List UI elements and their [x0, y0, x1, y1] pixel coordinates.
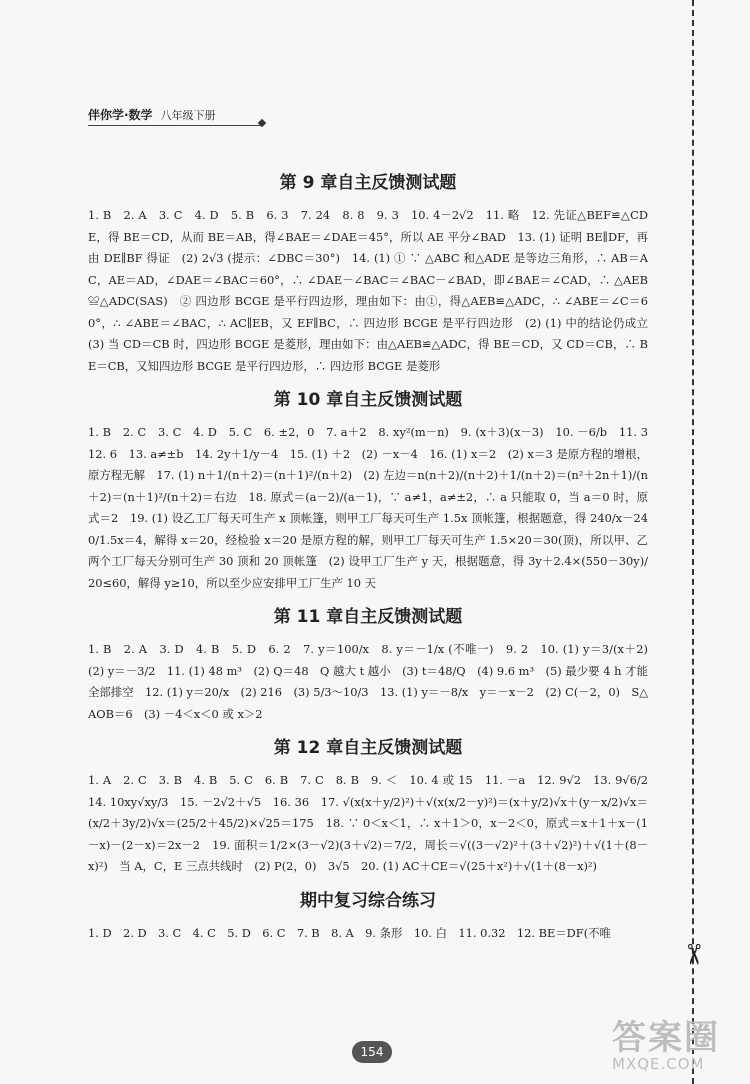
scissors-icon: ✂ [677, 942, 711, 967]
section-chapter-12 [88, 733, 660, 878]
watermark-line2: MXQE.COM [612, 1055, 705, 1073]
section-title: 第 10 章自主反馈测试题 [273, 390, 463, 410]
section-title: 第 12 章自主反馈测试题 [273, 738, 463, 758]
section-answers: 1. A 2. C 3. B 4. B 5. C 6. B 7. C 8. B 9. ＜ 10. 4 或 15 11. －a 12. 9√2 13. 9√6/2 14. 10xy√xy/3 15. －2√2＋√5 16. 36 17. √(x(x＋y/2)²)＋√(x(x/2－y)²)＝(x＋y/2)√x＋(y－x/2)√x＝(x/2＋3y/2)√x＝(25/2＋45/2)×√25＝175 18. ∵ 0＜x＜1，∴ x＋1＞0，x－2＜0，原式＝x＋1＋x－(1－x)－(2－x)＝2x－2 19. 面积＝1/2×(3－√2)(3＋√2)＝7/2，周长＝√((3－√2)²＋(3＋√2)²)＋√(1＋(8－x)²) 当 A，C，E 三点共线时 (2) P(2，0) 3√5 20. (1) AC＋CE＝√(25＋x²)＋√(1＋(8－x)²) [88, 773, 660, 873]
book-brand: 伴你学·数学 [88, 108, 153, 122]
section-chapter-9 [88, 168, 660, 377]
header-rule [88, 125, 263, 126]
section-midterm-review [88, 886, 648, 945]
section-answers: 1. B 2. C 3. C 4. D 5. C 6. ±2，0 7. a＋2 8. xy²(m－n) 9. (x＋3)(x－3) 10. －6/b 11. 3 12. 6 13. a≠±b 14. 2y＋1/y－4 15. (1) ＋2 (2) －x－4 16. (1) x＝2 (2) x＝3 是原方程的增根，原方程无解 17. (1) n＋1/(n＋2)＝(n＋1)²/(n＋2) (2) 左边＝n(n＋2)/(n＋2)＋1/(n＋2)＝(n²＋2n＋1)/(n＋2)＝(n＋1)²/(n＋2)＝右边 18. 原式＝(a－2)/(a－1)，∵ a≠1，a≠±2，∴ a 只能取 0，当 a＝0 时，原式＝2 19. (1) 设乙工厂每天可生产 x 顶帐篷，则甲工厂每天可生产 1.5x 顶帐篷，根据题意，得 240/x－240/1.5x＝4，解得 x＝20，经检验 x＝20 是原方程的解，则甲工厂每天可生产 1.5×20＝30(顶)，所以甲、乙两个工厂每天分别可生产 30 顶和 20 顶帐篷 (2) 设甲工厂生产 y 天，根据题意，得 3y＋2.4×(550－30y)/20≤60，解得 y≥10，所以至少应安排甲工厂生产 10 天 [88, 425, 660, 590]
section-title: 期中复习综合练习 [300, 890, 436, 911]
section-answers: 1. D 2. D 3. C 4. C 5. D 6. C 7. B 8. A 9. 条形 10. 白 11. 0.32 12. BE＝DF(不唯 [88, 925, 611, 940]
section-chapter-10 [88, 385, 660, 594]
section-title: 第 9 章自主反馈测试题 [279, 173, 457, 193]
page-header [88, 106, 263, 123]
section-answers: 1. B 2. A 3. D 4. B 5. D 6. 2 7. y＝100/x 8. y＝－1/x (不唯一) 9. 2 10. (1) y＝3/(x＋2) (2) y＝－3/2 11. (1) 48 m³ (2) Q＝48 Q 越大 t 越小 (3) t＝48/Q (4) 9.6 m³ (5) 最少要 4 h 才能全部排空 12. (1) y＝20/x (2) 216 (3) 5/3～10/3 13. (1) y＝－8/x y＝－x－2 (2) C(－2，0) S△AOB＝6 (3) －4＜x＜0 或 x＞2 [88, 642, 660, 721]
watermark-logo [612, 1010, 742, 1080]
book-grade: 八年级下册 [160, 109, 216, 122]
answer-content [88, 160, 660, 948]
watermark-line1: 答案圈 [612, 1018, 720, 1058]
section-title: 第 11 章自主反馈测试题 [273, 607, 463, 627]
page-number: 154 [352, 1041, 392, 1063]
section-chapter-11 [88, 602, 660, 725]
cut-line [692, 0, 694, 1084]
section-answers: 1. B 2. A 3. C 4. D 5. B 6. 3 7. 24 8. 8 9. 3 10. 4－2√2 11. 略 12. 先证△BEF≌△CDE，得 BE＝CD，从而 BE＝AB，得∠BAE＝∠DAE＝45°，所以 AE 平分∠BAD 13. (1) 证明 BE∥DF，再由 DE∥BF 得证 (2) 2√3 (提示：∠DBC＝30°) 14. (1) ① ∵ △ABC 和△ADE 是等边三角形，∴ AB＝AC，AE＝AD，∠DAE＝∠BAC＝60°，∴ ∠DAE－∠BAC＝∠BAC－∠BAD，即∠BAE＝∠CAD，∴ △AEB≌△ADC(SAS) ② 四边形 BCGE 是平行四边形，理由如下：由①，得△AEB≌△ADC，∴ ∠ABE＝∠C＝60°，∴ ∠ABE＝∠BAC，∴ AC∥EB，又 EF∥BC，∴ 四边形 BCGE 是平行四边形 (2) (1) 中的结论仍成立 (3) 当 CD＝CB 时，四边形 BCGE 是菱形，理由如下：由△AEB≌△ADC，得 BE＝CD，又 CD＝CB，∴ BE＝CB，又知四边形 BCGE 是平行四边形，∴ 四边形 BCGE 是菱形 [88, 208, 660, 373]
